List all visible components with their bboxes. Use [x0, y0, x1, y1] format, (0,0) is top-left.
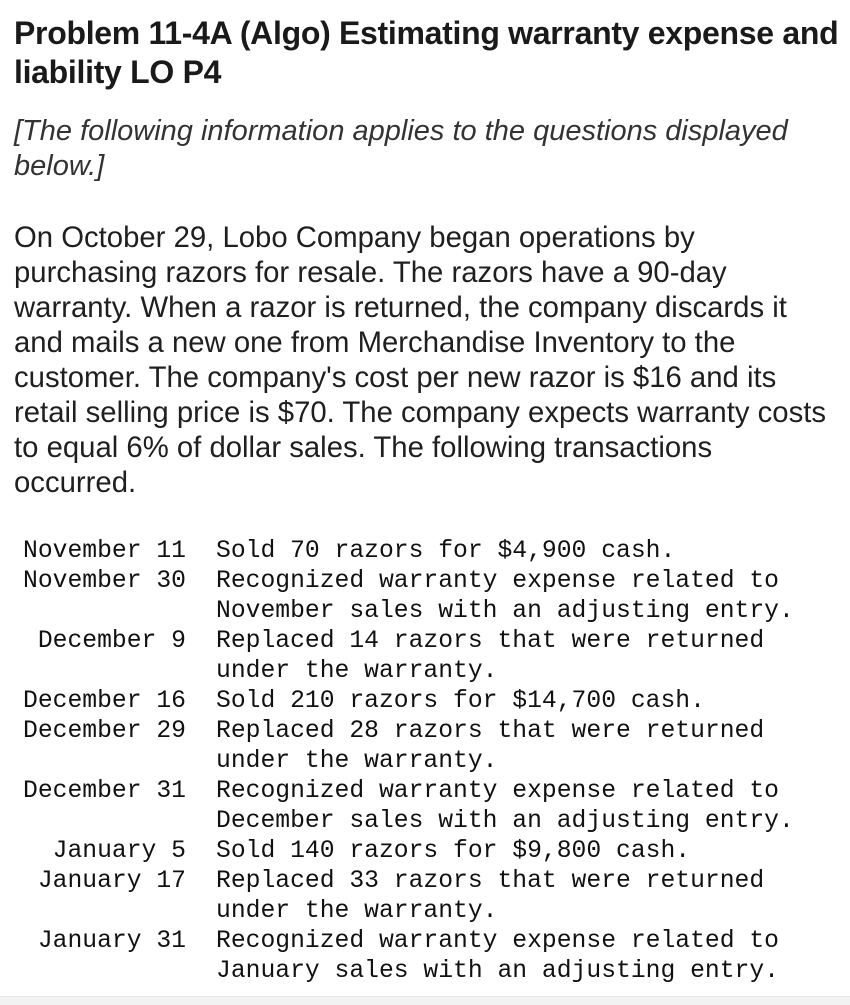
transaction-date: November 11 — [23, 537, 186, 565]
transaction-description: Replaced 33 razors that were returned under the warranty. — [216, 867, 765, 925]
transaction-description: Recognized warranty expense related to January sales with an adjusting entry. — [216, 927, 779, 985]
transaction-description: Replaced 14 razors that were returned under the warranty. — [216, 627, 765, 685]
transaction-description: Recognized warranty expense related to November sales with an adjusting entry. — [216, 567, 794, 625]
transaction-date: December 9 — [37, 627, 186, 655]
transaction-description: Sold 140 razors for $9,800 cash. — [216, 837, 691, 865]
transaction-row — [14, 686, 836, 716]
transaction-date: January 17 — [37, 867, 186, 895]
transaction-row — [14, 866, 836, 926]
transaction-date: December 31 — [23, 777, 186, 805]
info-note: [The following information applies to the questions displayed below.] — [14, 115, 788, 182]
transaction-date: December 16 — [23, 687, 186, 715]
problem-description: On October 29, Lobo Company began operations by purchasing razors for resale. The razors have a 90-day warranty. When a razor is returned, the company discards it and mails a new one from Merchandise Inventory to the customer. The company's cost per new razor is $16 and its retail selling price is $70. The company expects warranty costs to equal 6% of dollar sales. The following transactions occurred. — [14, 221, 827, 499]
transaction-row — [14, 626, 836, 686]
transaction-date: November 30 — [23, 567, 186, 595]
transaction-date: January 5 — [52, 837, 186, 865]
problem-title: Problem 11-4A (Algo) Estimating warranty expense and liability LO P4 — [14, 15, 839, 90]
transaction-row — [14, 836, 836, 866]
transaction-description: Sold 210 razors for $14,700 cash. — [216, 687, 705, 715]
transactions-table — [14, 536, 836, 986]
transaction-description: Sold 70 razors for $4,900 cash. — [216, 537, 676, 565]
transaction-date: December 29 — [23, 717, 186, 745]
transaction-row — [14, 566, 836, 626]
transaction-row — [14, 926, 836, 986]
transaction-row — [14, 716, 836, 776]
transaction-row — [14, 776, 836, 836]
transaction-date: January 31 — [37, 927, 186, 955]
transaction-row — [14, 536, 836, 566]
transaction-description: Replaced 28 razors that were returned under the warranty. — [216, 717, 765, 775]
transaction-description: Recognized warranty expense related to December sales with an adjusting entry. — [216, 777, 794, 835]
